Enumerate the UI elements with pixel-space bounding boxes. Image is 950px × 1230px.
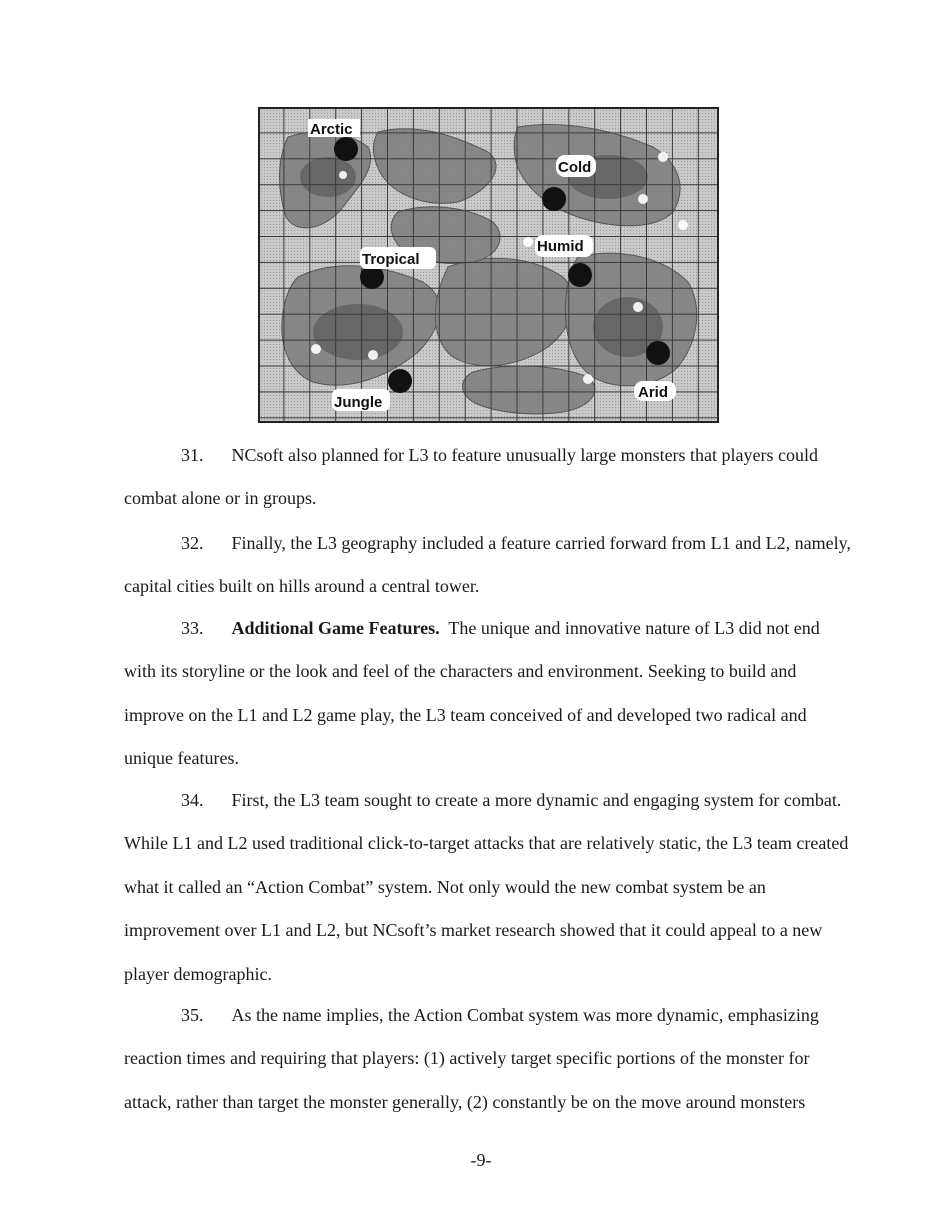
region-label-cold: Cold: [558, 159, 592, 176]
paragraph-text: Finally, the L3 geography included a feature carried forward from L1 and L2, namely, capital cities built on hills around a central tower.: [124, 533, 851, 597]
paragraph-heading: Additional Game Features.: [231, 618, 440, 638]
paragraph-number: 34.: [181, 790, 204, 810]
paragraph-text: First, the L3 team sought to create a more dynamic and engaging system for combat. While L1 and L2 used traditional click-to-target attacks that are relatively static, the L3 team created what it called an “Action Combat” system. Not only would the new combat system be an improvement over L1 and L2, but NCsoft’s market research showed that it could appeal to a new player demographic.: [124, 790, 849, 984]
paragraph-text: NCsoft also planned for L3 to feature unusually large monsters that players could combat alone or in groups.: [124, 445, 819, 509]
climate-map: [258, 107, 719, 423]
region-marker-arctic: [334, 137, 358, 161]
climate-map-figure: [258, 107, 719, 423]
paragraph-number: 31.: [181, 445, 204, 465]
region-label-jungle: Jungle: [334, 394, 383, 411]
paragraph-number: 32.: [181, 533, 204, 553]
paragraph-35: [124, 994, 854, 1124]
paragraph-number: 33.: [181, 618, 204, 638]
region-marker-arid: [646, 341, 670, 365]
region-label-arid: Arid: [638, 384, 668, 401]
paragraph-number: 35.: [181, 1005, 204, 1025]
region-marker-humid: [568, 263, 592, 287]
region-label-arctic: Arctic: [310, 121, 353, 138]
region-marker-cold: [542, 187, 566, 211]
region-label-humid: Humid: [537, 238, 584, 255]
region-marker-jungle: [388, 369, 412, 393]
paragraph-text: The unique and innovative nature of L3 did not end with its storyline or the look and feel of the characters and environment. Seeking to build and improve on the L1 and L2 game play, the L3 team conceived of and developed two radical and unique features.: [124, 618, 820, 769]
paragraph-32: [124, 522, 854, 609]
paragraph-33: [124, 607, 854, 781]
page-number: -9-: [470, 1150, 492, 1170]
paragraph-text: As the name implies, the Action Combat system was more dynamic, emphasizing reaction times and requiring that players: (1) actively target specific portions of the monster for attack, rather than target the monster generally, (2) constantly be on the move around monsters: [124, 1005, 819, 1112]
paragraph-34: [124, 779, 854, 996]
region-label-tropical: Tropical: [362, 251, 420, 268]
paragraph-31: [124, 434, 854, 521]
